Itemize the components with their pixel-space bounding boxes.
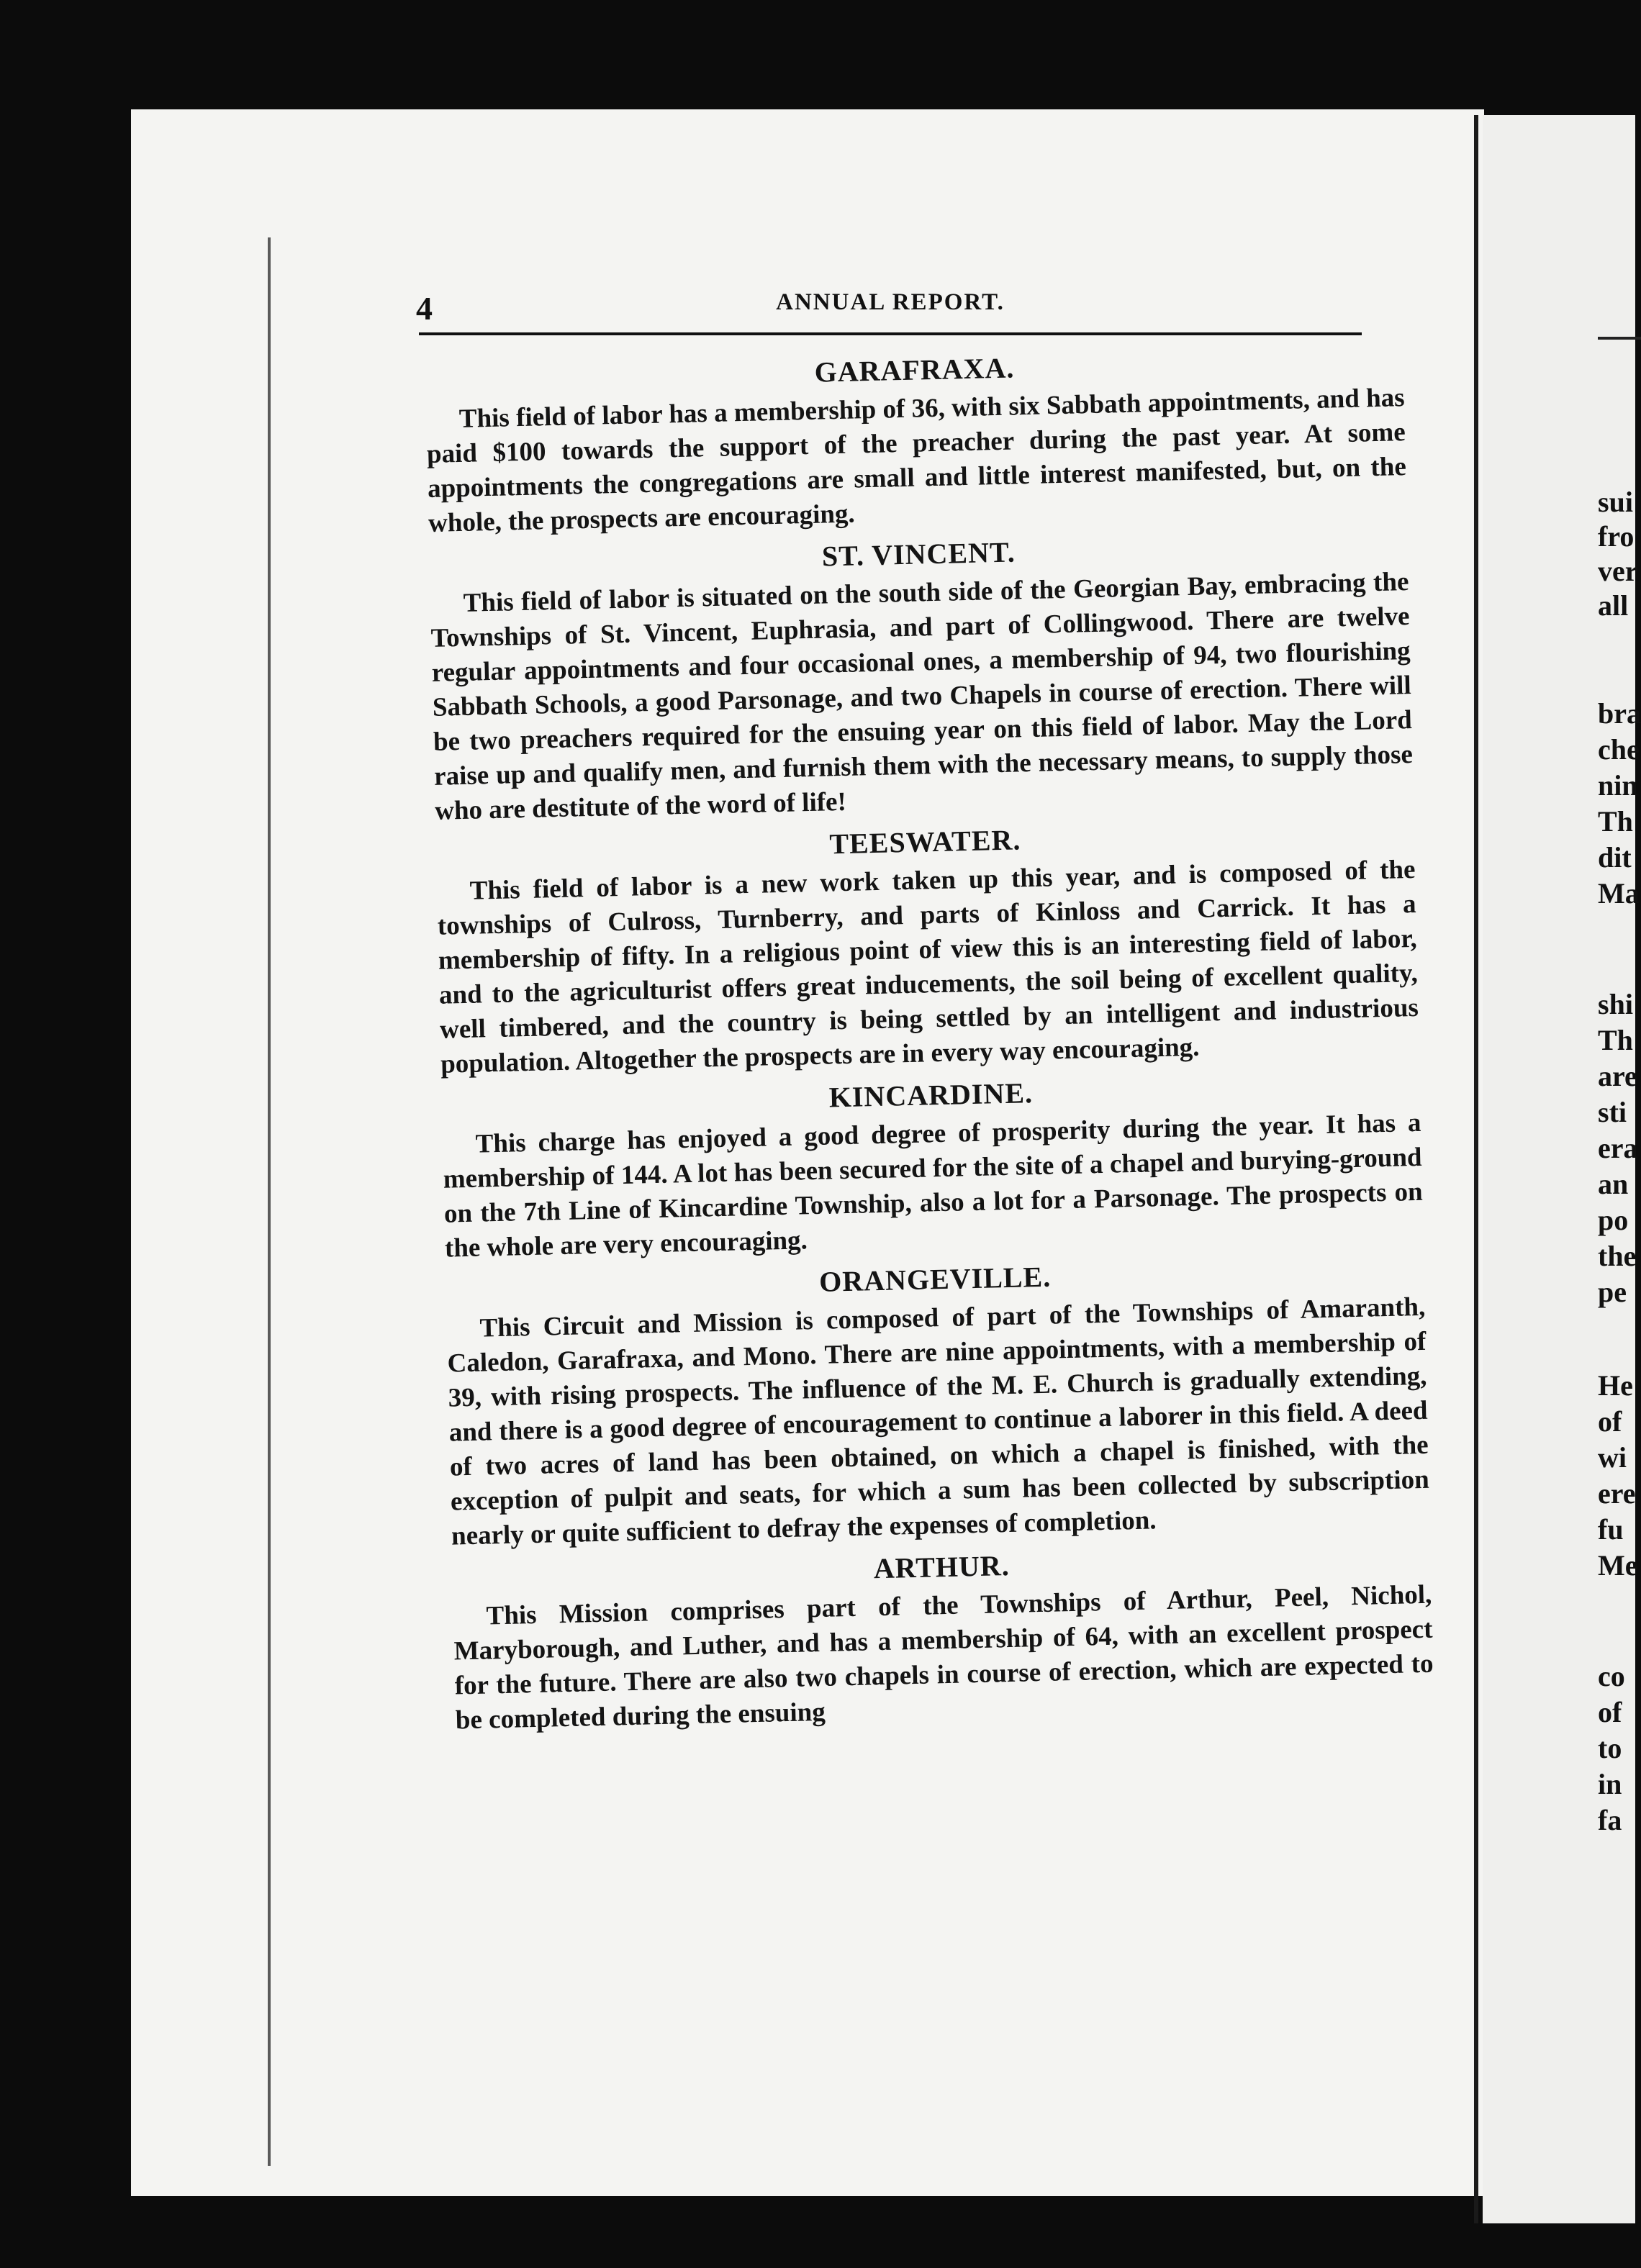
adjacent-fragment: nin — [1598, 769, 1638, 802]
adjacent-fragment: the — [1598, 1240, 1637, 1272]
adjacent-fragment: sti — [1598, 1096, 1627, 1128]
adjacent-fragment: pe — [1598, 1276, 1627, 1308]
page-header — [416, 282, 1365, 325]
adjacent-fragment: che — [1598, 733, 1640, 766]
adjacent-fragment: of — [1598, 1696, 1622, 1728]
section-paragraph: This field of labor is a new work taken up this year, and is composed of the townships of Culross, Turnberry, and parts of Kinloss and Carrick. It has a membership of fifty. In a religious point of view this is an interesting field of labor, and to the agriculturist offers great inducements, the soil being of excellent quality, well timbered, and the country is being settled by an intelligent and industrious population. Altogether the prospects are in every way encouraging. — [437, 854, 1419, 1079]
adjacent-fragment: sui — [1598, 486, 1633, 518]
adjacent-fragment: wi — [1598, 1441, 1627, 1474]
section-orangeville — [446, 1247, 1431, 1554]
adjacent-fragment: bra — [1598, 697, 1641, 730]
adjacent-fragment: era — [1598, 1132, 1638, 1164]
section-heading: ORANGEVILLE. — [818, 1260, 1052, 1298]
adjacent-fragment: ver — [1598, 555, 1638, 587]
adjacent-fragment: are — [1598, 1060, 1637, 1092]
page-gutter — [1474, 115, 1478, 2223]
adjacent-fragment: of — [1598, 1405, 1622, 1438]
page-number: 4 — [416, 290, 433, 327]
adjacent-fragment: in — [1598, 1768, 1622, 1800]
adjacent-fragment: an — [1598, 1168, 1629, 1200]
section-paragraph: This Mission comprises part of the Townships of Arthur, Peel, Nichol, Maryborough, and Luther, and has a membership of 64, with an excellent prospect for the future. There are also two chapels in course of erection, which are expected to be completed during the ensuing — [453, 1579, 1434, 1736]
adjacent-fragment: fu — [1598, 1513, 1624, 1546]
adjacent-fragment: Me — [1598, 1549, 1638, 1582]
adjacent-fragment: Th — [1598, 805, 1633, 838]
adjacent-fragment: Th — [1598, 1024, 1633, 1056]
adjacent-fragment: Ma — [1598, 877, 1640, 910]
section-heading: KINCARDINE. — [828, 1076, 1034, 1114]
section-garafraxa — [425, 337, 1407, 541]
adjacent-page — [1483, 115, 1641, 2223]
adjacent-fragment: fa — [1598, 1804, 1622, 1836]
section-st-vincent — [429, 522, 1414, 829]
adjacent-fragment: po — [1598, 1204, 1629, 1236]
section-paragraph: This charge has enjoyed a good degree of prosperity during the year. It has a membership of 144. A lot has been secured for the site of a chapel and burying-ground on the 7th Line of Kincardine Township, also a lot for a Parsonage. The prospects on the whole are very encouraging. — [443, 1107, 1424, 1264]
section-kincardine — [441, 1063, 1424, 1266]
section-paragraph: This Circuit and Mission is composed of part of the Townships of Amaranth, Caledon, Garafraxa, and Mono. There are nine appointments, with a membership of 39, with rising prospects. The influence of the M. E. Church is gradually extending, and there is a good degree of encouragement to continue a laborer in this field. A deed of two acres of land has been obtained, on which a chapel is finished, with the exception of pulpit and seats, for which a sum has been collected by subscription nearly or quite sufficient to defray the expenses of completion. — [447, 1292, 1430, 1551]
adjacent-fragment: shi — [1598, 988, 1633, 1020]
section-paragraph: This field of labor has a membership of 36, with six Sabbath appointments, and has paid $100 towards the support of the preacher during the past year. At some appointments the congregations are small and little interest manifested, but, on the whole, the prospects are encouraging. — [426, 383, 1407, 538]
adjacent-fragment: ere — [1598, 1477, 1636, 1510]
adjacent-page-rule — [1598, 337, 1641, 340]
section-heading: GARAFRAXA. — [814, 351, 1015, 389]
section-heading: ST. VINCENT. — [821, 535, 1016, 573]
adjacent-fragment: to — [1598, 1732, 1622, 1764]
section-teeswater — [435, 809, 1420, 1082]
header-rule — [419, 332, 1362, 335]
page-edge-shadow — [268, 237, 271, 2166]
adjacent-fragment: dit — [1598, 841, 1632, 874]
adjacent-fragment: all — [1598, 589, 1629, 622]
adjacent-fragment: He — [1598, 1369, 1633, 1402]
section-paragraph: This field of labor is situated on the south side of the Georgian Bay, embracing the Townships of St. Vincent, Euphrasia, and part of Collingwood. There are twelve regular appointments and four occasional ones, a membership of 94, two flourishing Sabbath Schools, a good Parsonage, and two Chapels in course of erection. There will be two preachers required for the ensuing year on this field of labor. May the Lord raise up and qualify men, and furnish them with the necessary means, to supply those who are destitute of the word of life! — [430, 567, 1414, 826]
section-heading: ARTHUR. — [873, 1548, 1011, 1585]
section-heading: TEESWATER. — [828, 823, 1021, 861]
running-title: ANNUAL REPORT. — [776, 289, 1005, 315]
report-body — [425, 337, 1434, 1741]
adjacent-fragment: co — [1598, 1660, 1625, 1692]
adjacent-fragment: fro — [1598, 520, 1635, 553]
section-arthur — [452, 1535, 1434, 1738]
